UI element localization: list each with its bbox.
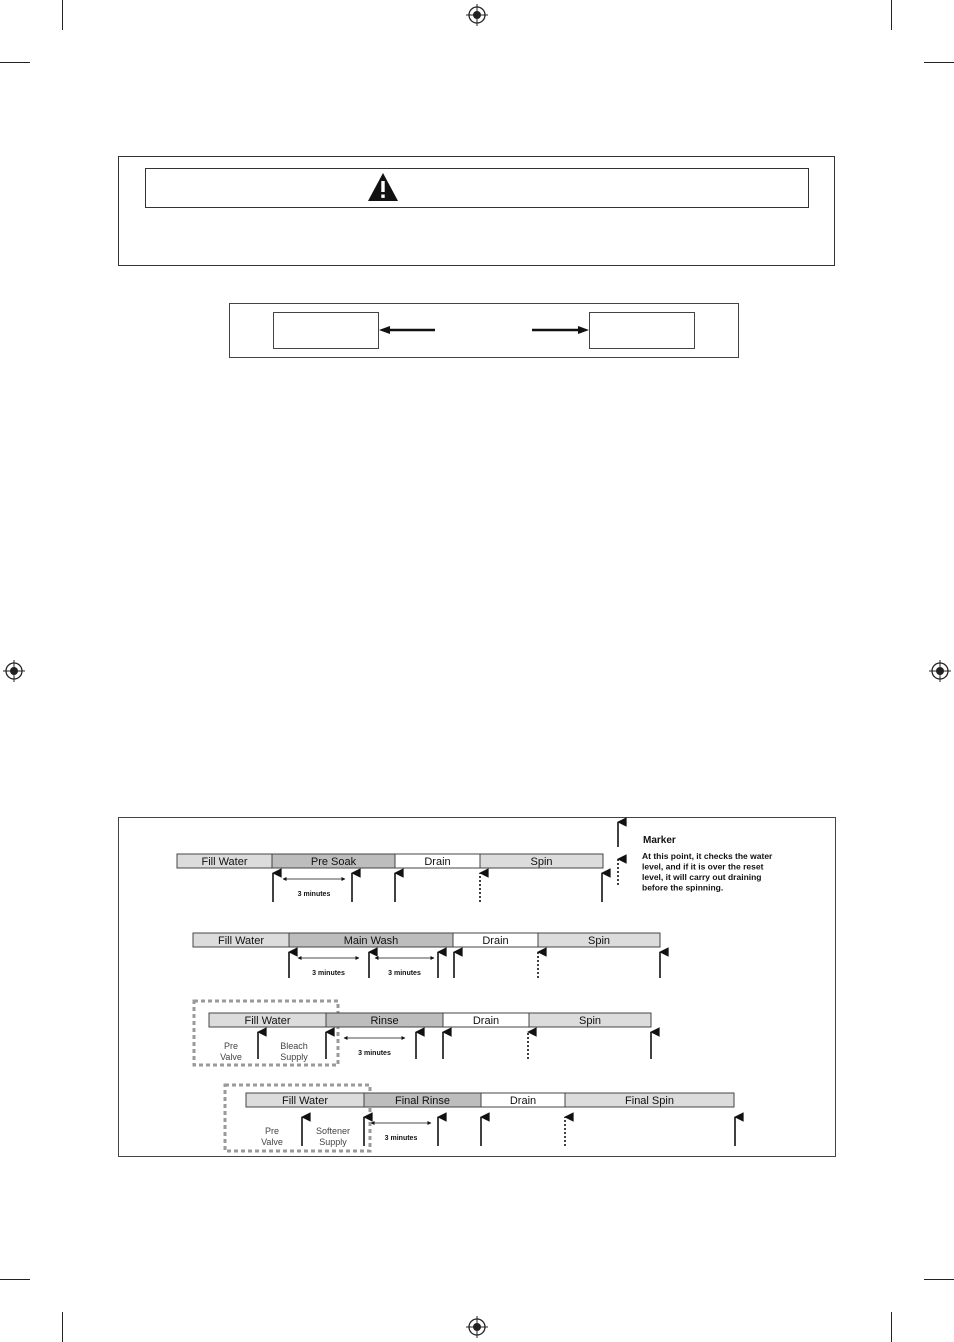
phase-label: Drain xyxy=(472,1015,500,1027)
phase-label: Fill Water xyxy=(244,1015,291,1027)
phase-label: Drain xyxy=(482,935,509,947)
phase-label: Fill Water xyxy=(217,935,265,947)
interval-label: 3 minutes xyxy=(312,970,345,977)
supply-dashed-box xyxy=(194,1001,338,1065)
interval-label: 3 minutes xyxy=(297,891,331,898)
phase-label: Spin xyxy=(578,1015,602,1027)
phase-label: Drain xyxy=(509,1095,537,1107)
phase-label: Rinse xyxy=(370,1015,399,1027)
phase-label: Final Spin xyxy=(625,1095,674,1107)
phase-label: Fill Water xyxy=(201,856,248,868)
legend-title: Marker xyxy=(643,835,676,846)
interval-label: 3 minutes xyxy=(384,1135,418,1142)
supply-note: Bleach Supply xyxy=(280,1041,308,1062)
interval-label: 3 minutes xyxy=(388,970,421,977)
phase-label: Pre Soak xyxy=(310,856,357,868)
phase-label: Main Wash xyxy=(343,935,399,947)
phase-label: Fill Water xyxy=(281,1095,329,1107)
phase-label: Final Rinse xyxy=(394,1095,451,1107)
supply-note: Pre Valve xyxy=(261,1126,283,1147)
interval-label: 3 minutes xyxy=(358,1050,391,1057)
supply-note: Pre Valve xyxy=(220,1041,242,1062)
supply-note: Softener Supply xyxy=(315,1126,351,1147)
phase-label: Spin xyxy=(587,935,611,947)
phase-label: Spin xyxy=(530,856,553,868)
phase-label: Drain xyxy=(424,856,451,868)
legend-description: At this point, it checks the water level, and if it is over the reset level, it will carry out draining before the spinning. xyxy=(642,851,773,893)
